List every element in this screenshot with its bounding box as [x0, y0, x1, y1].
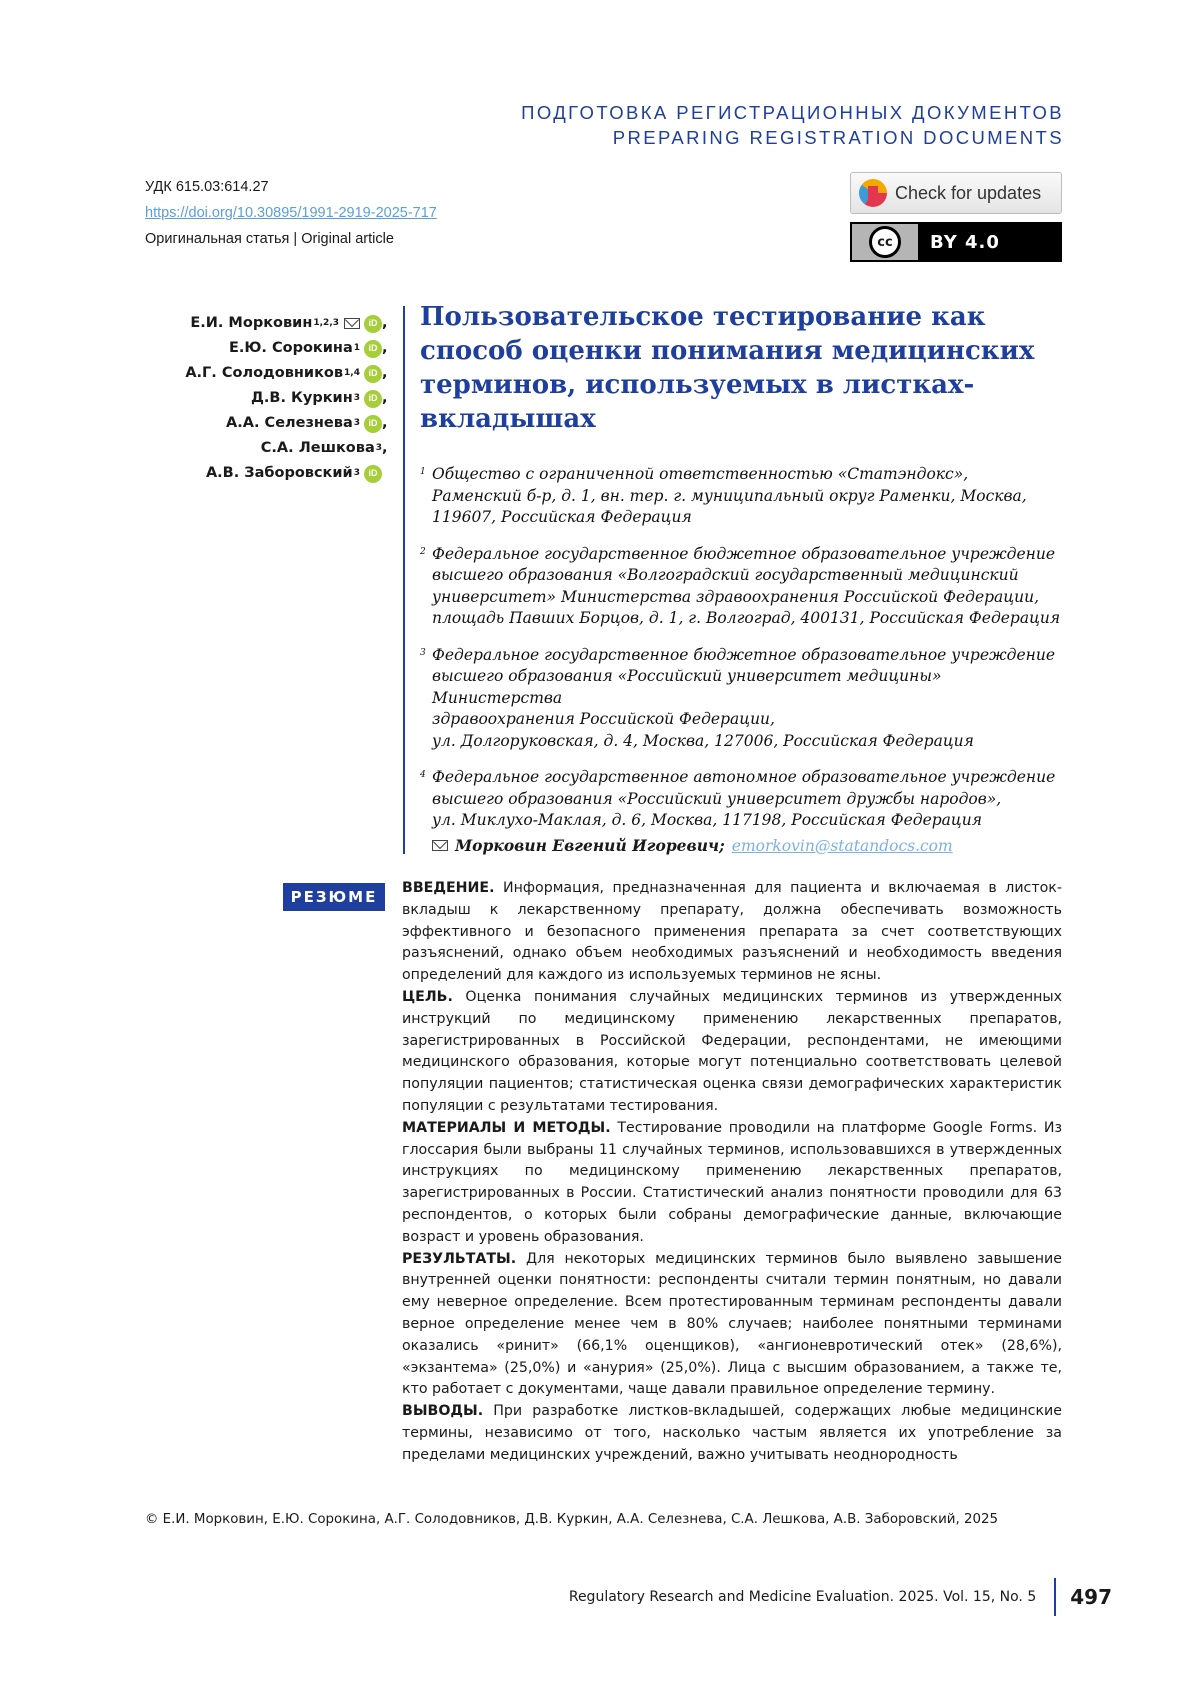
author-item — [185, 386, 390, 411]
author-affiliation-sup: 1,2,3 — [313, 311, 339, 336]
cc-icon: cc — [869, 226, 901, 258]
author-item — [185, 411, 390, 436]
author-separator: , — [382, 311, 390, 336]
section-title-en: PREPARING REGISTRATION DOCUMENTS — [521, 125, 1064, 150]
orcid-icon[interactable]: iD — [364, 365, 382, 383]
author-separator: , — [382, 386, 390, 411]
author-affiliation-sup: 1,4 — [344, 361, 360, 386]
author-item — [185, 311, 390, 336]
abstract-section — [402, 1401, 1062, 1466]
affiliation-item — [420, 767, 1070, 832]
abstract-heading: ВЫВОДЫ. — [402, 1403, 483, 1419]
affiliation-list — [420, 464, 1070, 847]
journal-reference: Regulatory Research and Medicine Evaluation. 2025. Vol. 15, No. 5 — [569, 1589, 1054, 1605]
author-separator: , — [382, 411, 390, 436]
orcid-icon[interactable]: iD — [364, 390, 382, 408]
affiliation-text: Федеральное государственное автономное образовательное учреждение высшего образования «Российский университет дружбы народов», ул. Миклухо-Маклая, д. 6, Москва, 117198, Российская Федерация — [432, 767, 1070, 832]
article-title: Пользовательское тестирование как способ оценки понимания медицинских терминов, используемых в листках-вкладышах — [420, 300, 1060, 436]
abstract-heading: ВВЕДЕНИЕ. — [402, 880, 494, 896]
abstract-body — [402, 878, 1062, 1467]
author-name: Е.И. Морковин — [190, 311, 312, 336]
affiliation-number: 3 — [420, 643, 432, 753]
author-name: А.Г. Солодовников — [185, 361, 343, 386]
author-item — [185, 461, 390, 486]
section-title-ru: ПОДГОТОВКА РЕГИСТРАЦИОННЫХ ДОКУМЕНТОВ — [521, 100, 1064, 125]
article-type: Оригинальная статья | Original article — [145, 226, 437, 252]
affiliation-item — [420, 645, 1070, 753]
affiliation-number: 2 — [420, 542, 432, 630]
abstract-section — [402, 1249, 1062, 1402]
abstract-heading: РЕЗУЛЬТАТЫ. — [402, 1251, 516, 1267]
author-separator: , — [382, 436, 390, 461]
orcid-icon[interactable]: iD — [364, 315, 382, 333]
title-divider — [403, 306, 405, 854]
author-affiliation-sup: 3 — [376, 436, 382, 461]
crossmark-icon — [859, 179, 887, 207]
abstract-text: При разработке листков-вкладышей, содержащих любые медицинские термины, независимо от того, насколько частым является их употребление за пределами медицинских учреждений, важно учитывать неоднородность — [402, 1403, 1062, 1463]
author-name: Д.В. Куркин — [251, 386, 353, 411]
affiliation-item — [420, 544, 1070, 630]
affiliation-text: Общество с ограниченной ответственностью «Статэндокс», Раменский б-р, д. 1, вн. тер. г. муниципальный округ Раменки, Москва, 119607, Российская Федерация — [432, 464, 1070, 529]
author-affiliation-sup: 3 — [354, 461, 360, 486]
abstract-text: Тестирование проводили на платформе Google Forms. Из глоссария были выбраны 11 случайных терминов, использовавшихся в утвержденных инструкциях по медицинскому применению лекарственных препаратов, зарегистрированных в России. Статистический анализ понятности проводили для 63 респондентов, о которых были собраны демографические данные, включающие возраст и уровень образования. — [402, 1120, 1062, 1245]
author-separator: , — [382, 361, 390, 386]
abstract-text: Оценка понимания случайных медицинских терминов из утвержденных инструкций по медицинскому применению лекарственных препаратов, зарегистрированных в Российской Федерации, респондентами, не имеющими медицинского образования, которые могут потенциально соответствовать целевой популяции пациентов; статистическая оценка связи демографических характеристик популяции с результатами тестирования. — [402, 989, 1062, 1114]
abstract-text: Информация, предназначенная для пациента и включаемая в листок-вкладыш к лекарственному препарату, должна обеспечивать возможность эффективного и безопасного применения препарата за счет соответствующих разъяснений, однако объем необходимых разъяснений и необходимость введения определений для каждого из используемых терминов не ясны. — [402, 880, 1062, 983]
article-meta — [145, 174, 437, 252]
affiliation-number: 4 — [420, 765, 432, 832]
check-for-updates-button[interactable] — [850, 172, 1062, 214]
author-affiliation-sup: 3 — [354, 386, 360, 411]
corresponding-author: Морковин Евгений Игоревич; — [455, 836, 725, 855]
corresponding-email-link[interactable]: emorkovin@statandocs.com — [732, 837, 953, 855]
mail-icon — [432, 840, 448, 851]
author-separator: , — [382, 336, 390, 361]
check-for-updates-label: Check for updates — [895, 183, 1041, 204]
affiliation-text: Федеральное государственное бюджетное образовательное учреждение высшего образования «Российский университет медицины» Министерства здравоохранения Российской Федерации, ул. Долгоруковская, д. 4, Москва, 127006, Российская Федерация — [432, 645, 1070, 753]
abstract-section — [402, 878, 1062, 987]
orcid-icon[interactable]: iD — [364, 465, 382, 483]
doi-link[interactable]: https://doi.org/10.30895/1991-2919-2025-717 — [145, 205, 437, 221]
affiliation-number: 1 — [420, 462, 432, 529]
author-name: А.А. Селезнева — [226, 411, 353, 436]
author-list — [185, 311, 390, 486]
page-footer — [569, 1578, 1112, 1616]
abstract-section — [402, 1118, 1062, 1249]
abstract-label: РЕЗЮМЕ — [283, 883, 385, 911]
orcid-icon[interactable]: iD — [364, 340, 382, 358]
page-number: 497 — [1070, 1585, 1112, 1609]
abstract-text: Для некоторых медицинских терминов было выявлено завышение внутренней оценки понятности: респонденты считали термин понятным, но давали ему неверное определение. Всем протестированным терминам респонденты давали верное определение менее чем в 80% случаев; наиболее понятными терминами оказались «ринит» (66,1% оценщиков), «ангионевротический отек» (28,6%), «экзантема» (25,0%) и «анурия» (25,0%). Лица с высшим образованием, а также те, кто работает с документами, чаще давали правильное определение термину. — [402, 1251, 1062, 1398]
author-item — [185, 436, 390, 461]
abstract-heading: МАТЕРИАЛЫ И МЕТОДЫ. — [402, 1120, 611, 1136]
orcid-icon[interactable]: iD — [364, 415, 382, 433]
author-affiliation-sup: 1 — [354, 336, 360, 361]
mail-icon[interactable] — [344, 318, 360, 329]
correspondence — [432, 836, 953, 855]
udk-code: УДК 615.03:614.27 — [145, 174, 437, 200]
copyright: © Е.И. Морковин, Е.Ю. Сорокина, А.Г. Солодовников, Д.В. Куркин, А.А. Селезнева, С.А. Лешкова, А.В. Заборовский, 2025 — [145, 1512, 998, 1527]
author-affiliation-sup: 3 — [354, 411, 360, 436]
footer-divider — [1054, 1578, 1056, 1616]
author-name: Е.Ю. Сорокина — [229, 336, 353, 361]
author-name: С.А. Лешкова — [261, 436, 375, 461]
affiliation-text: Федеральное государственное бюджетное образовательное учреждение высшего образования «Волгоградский государственный медицинский университет» Министерства здравоохранения Российской Федерации, площадь Павших Борцов, д. 1, г. Волгоград, 400131, Российская Федерация — [432, 544, 1070, 630]
author-item — [185, 336, 390, 361]
affiliation-item — [420, 464, 1070, 529]
author-name: А.В. Заборовский — [206, 461, 353, 486]
badges — [850, 172, 1062, 262]
abstract-section — [402, 987, 1062, 1118]
cc-license-badge[interactable] — [850, 222, 1062, 262]
license-label: BY 4.0 — [918, 224, 1000, 260]
abstract-heading: ЦЕЛЬ. — [402, 989, 453, 1005]
author-item — [185, 361, 390, 386]
section-header — [521, 100, 1064, 150]
